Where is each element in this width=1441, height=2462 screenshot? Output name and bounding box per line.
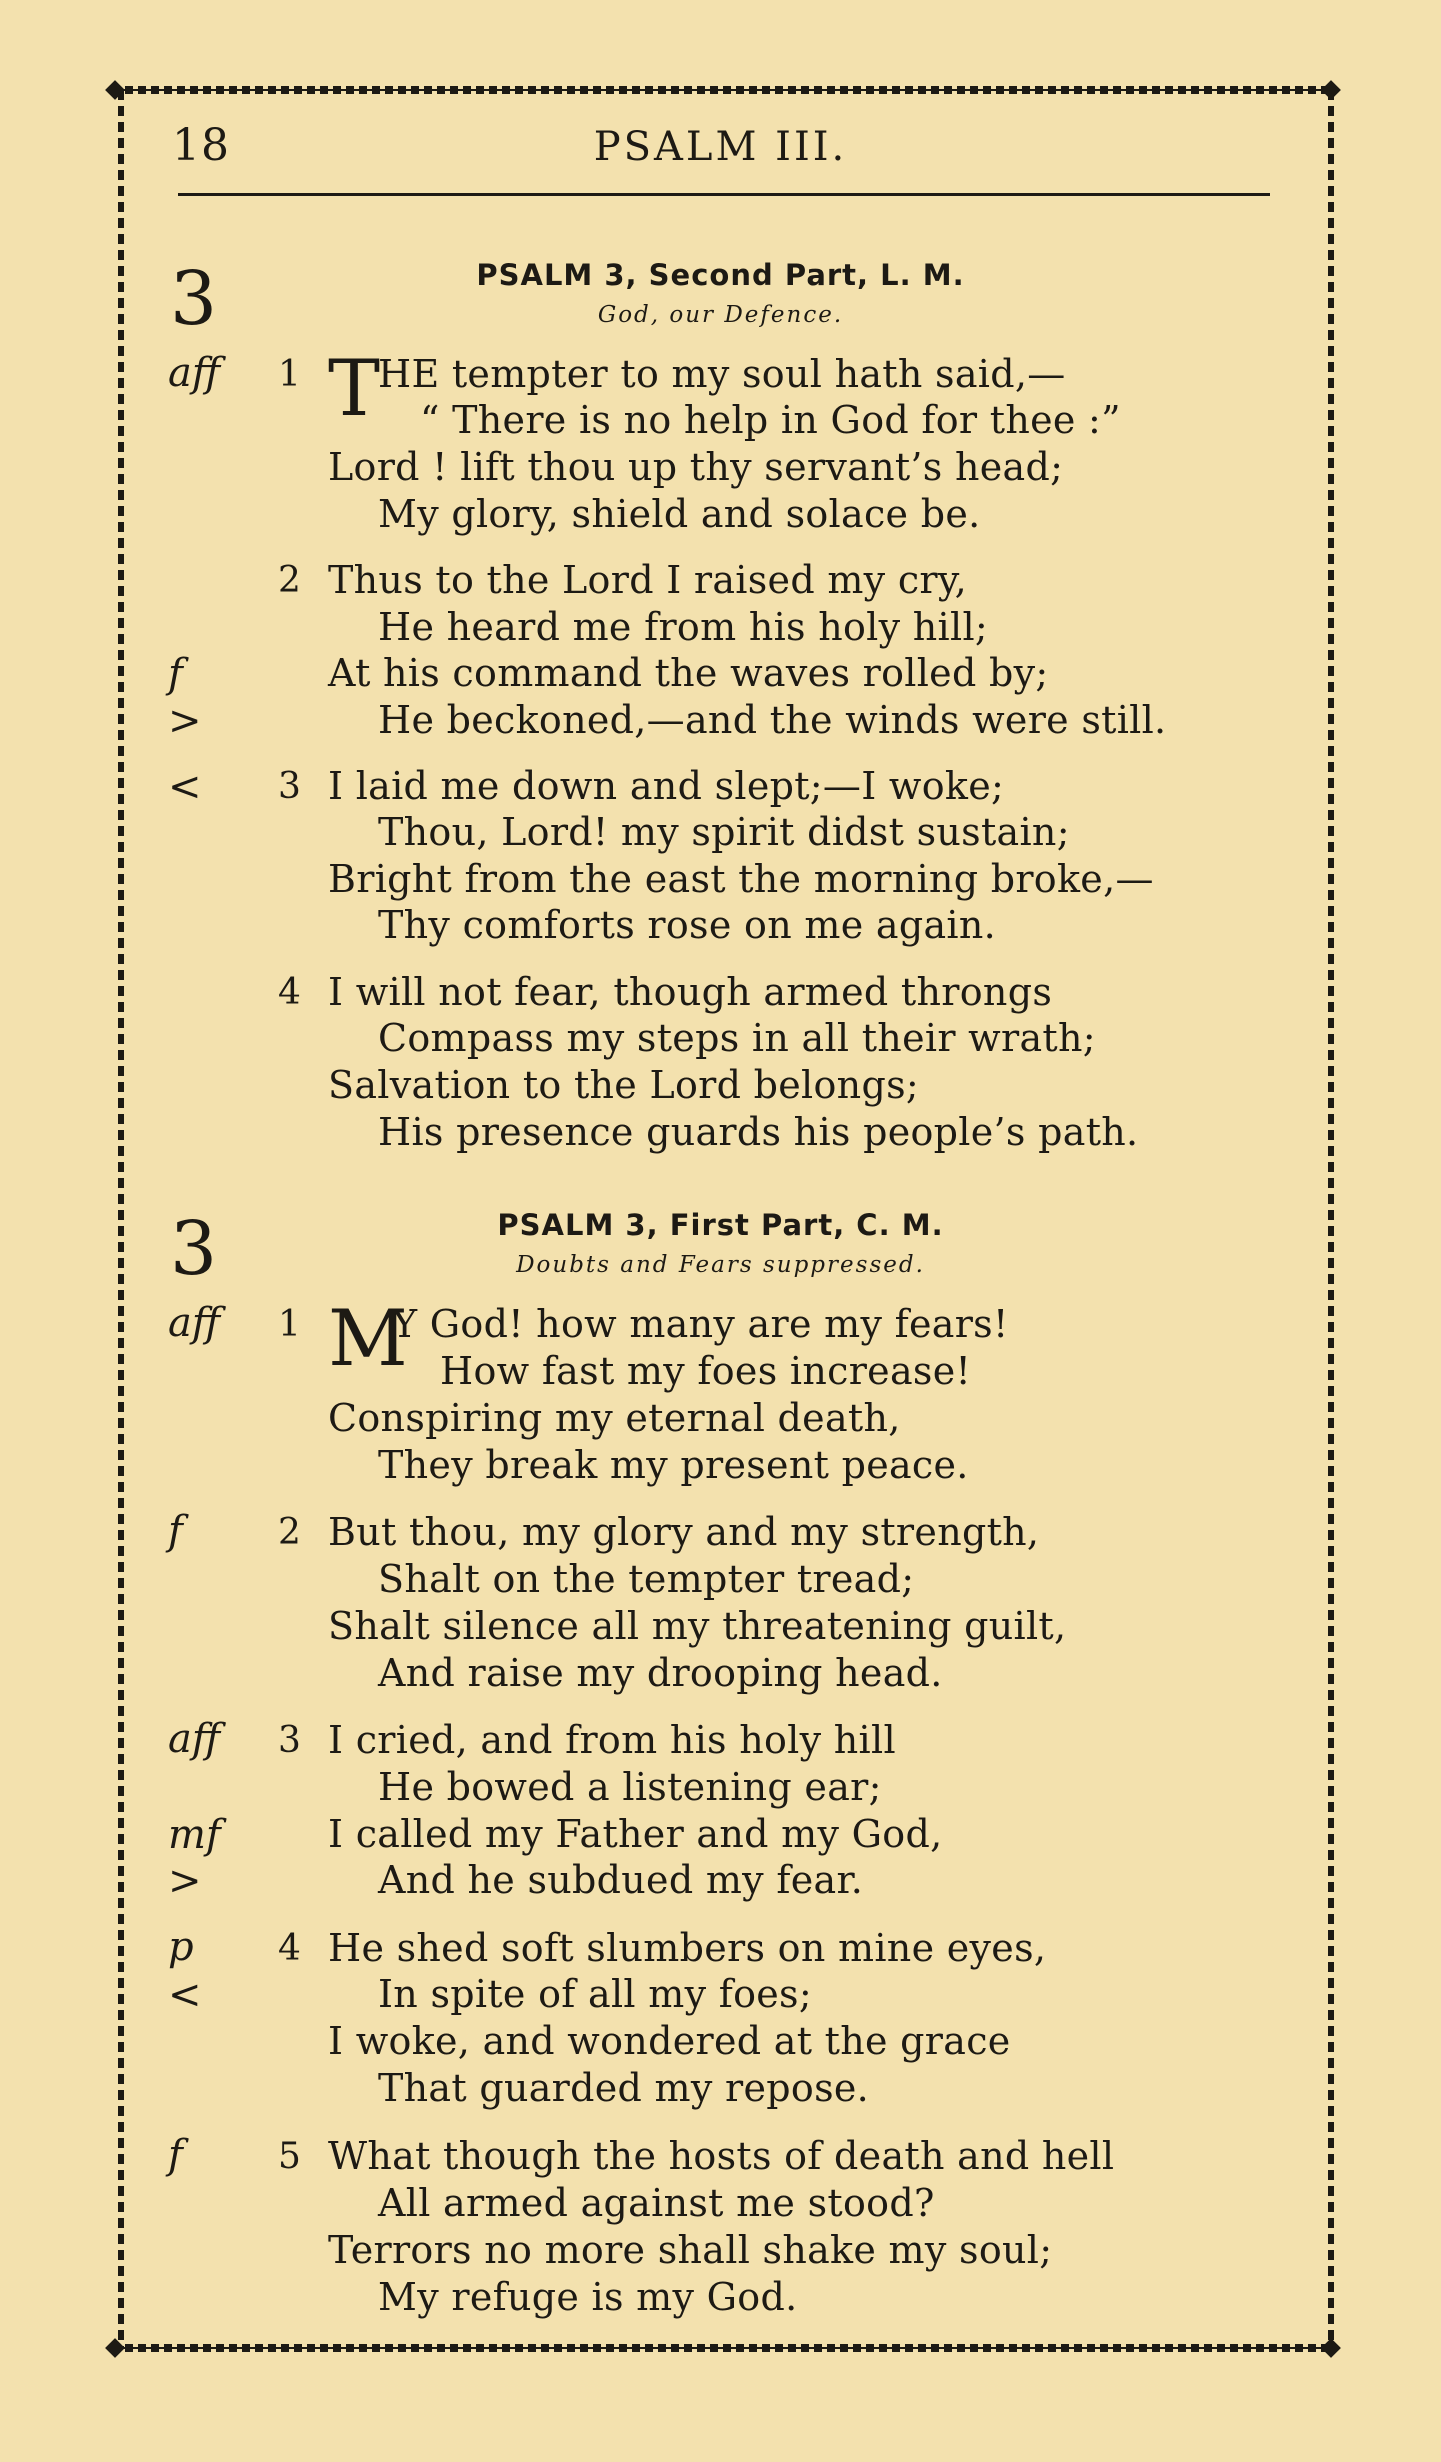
- bottom-border-rule: [112, 2344, 1334, 2352]
- verse-number: 3: [278, 1720, 301, 1761]
- dynamic-mark: aff: [168, 350, 221, 396]
- hymn-line: Thou, Lord! my spirit didst sustain;: [378, 810, 1070, 854]
- hymn-title: PSALM 3, Second Part, L. M.: [476, 258, 965, 292]
- hymn-line: Conspiring my eternal death,: [328, 1396, 901, 1440]
- hymn-line: His presence guards his people’s path.: [378, 1110, 1139, 1154]
- hymn-line: Thy comforts rose on me again.: [378, 903, 997, 947]
- hymn-line: Shalt on the tempter tread;: [378, 1557, 915, 1601]
- hymn-line: Bright from the east the morning broke,—: [328, 857, 1154, 901]
- hymn-line: Salvation to the Lord belongs;: [328, 1063, 919, 1107]
- dynamic-mark: f: [168, 2132, 183, 2178]
- hymn-line: He bowed a listening ear;: [378, 1765, 882, 1809]
- corner-ornament-icon: [1321, 2338, 1341, 2358]
- hymn-line: But thou, my glory and my strength,: [328, 1510, 1040, 1554]
- verse-number: 2: [278, 560, 301, 601]
- hymn-line: And raise my drooping head.: [378, 1651, 943, 1695]
- hymn-line: I called my Father and my God,: [328, 1812, 943, 1856]
- dynamic-mark: mf: [168, 1812, 221, 1858]
- dynamic-mark: <: [168, 764, 202, 810]
- hymn-line: I will not fear, though armed throngs: [328, 970, 1053, 1014]
- verse-number: 4: [278, 972, 301, 1013]
- top-border-rule: [112, 86, 1334, 94]
- hymn-line: In spite of all my foes;: [378, 1972, 812, 2016]
- hymn-line: He heard me from his holy hill;: [378, 605, 989, 649]
- hymn-line: How fast my foes increase!: [440, 1349, 972, 1393]
- hymn-line: Compass my steps in all their wrath;: [378, 1016, 1096, 1060]
- verse-number: 1: [278, 354, 301, 395]
- hymn-line: I woke, and wondered at the grace: [328, 2019, 1011, 2063]
- verse-number: 4: [278, 1928, 301, 1969]
- hymn-line: I laid me down and slept;—I woke;: [328, 764, 1005, 808]
- dynamic-mark: aff: [168, 1300, 221, 1346]
- dynamic-mark: f: [168, 651, 183, 697]
- hymn-line: Thus to the Lord I raised my cry,: [328, 558, 967, 602]
- dynamic-mark: >: [168, 1858, 202, 1904]
- hymn-line: Lord ! lift thou up thy servant’s head;: [328, 445, 1064, 489]
- verse-number: 3: [278, 766, 301, 807]
- verse-number: 1: [278, 1304, 301, 1345]
- verse-number: 5: [278, 2136, 301, 2177]
- drop-cap: T: [328, 344, 381, 434]
- hymn-line: My refuge is my God.: [378, 2275, 798, 2319]
- hymn-subtitle: God, our Defence.: [597, 302, 844, 328]
- dynamic-mark: <: [168, 1972, 202, 2018]
- hymn-line: At his command the waves rolled by;: [328, 651, 1049, 695]
- corner-ornament-icon: [1321, 80, 1341, 100]
- hymn-line: Terrors no more shall shake my soul;: [328, 2228, 1053, 2272]
- hymn-line: HE tempter to my soul hath said,—: [378, 352, 1066, 396]
- hymn-line: That guarded my repose.: [378, 2066, 870, 2110]
- hymn-line: I cried, and from his holy hill: [328, 1718, 896, 1762]
- running-title: PSALM III.: [593, 124, 848, 170]
- hymn-line: Y God! how many are my fears!: [392, 1302, 1009, 1346]
- header-divider: [178, 193, 1270, 196]
- dynamic-mark: aff: [168, 1716, 221, 1762]
- hymn-subtitle: Doubts and Fears suppressed.: [516, 1252, 925, 1278]
- hymn-number: 3: [170, 1206, 218, 1292]
- verse-number: 2: [278, 1512, 301, 1553]
- hymn-line: “ There is no help in God for thee :”: [420, 398, 1121, 442]
- hymn-line: He shed soft slumbers on mine eyes,: [328, 1926, 1047, 1970]
- hymn-line: My glory, shield and solace be.: [378, 492, 981, 536]
- hymn-line: All armed against me stood?: [378, 2181, 935, 2225]
- hymn-title: PSALM 3, First Part, C. M.: [497, 1208, 944, 1242]
- hymn-number: 3: [170, 256, 218, 342]
- hymn-line: And he subdued my fear.: [378, 1858, 864, 1902]
- page-number: 18: [172, 120, 230, 171]
- hymn-line: Shalt silence all my threatening guilt,: [328, 1604, 1067, 1648]
- dynamic-mark: >: [168, 698, 202, 744]
- hymn-line: What though the hosts of death and hell: [328, 2134, 1115, 2178]
- dynamic-mark: f: [168, 1508, 183, 1554]
- dynamic-mark: p: [168, 1924, 194, 1970]
- drop-cap: M: [328, 1294, 408, 1384]
- hymn-line: They break my present peace.: [378, 1443, 969, 1487]
- hymn-line: He beckoned,—and the winds were still.: [378, 698, 1167, 742]
